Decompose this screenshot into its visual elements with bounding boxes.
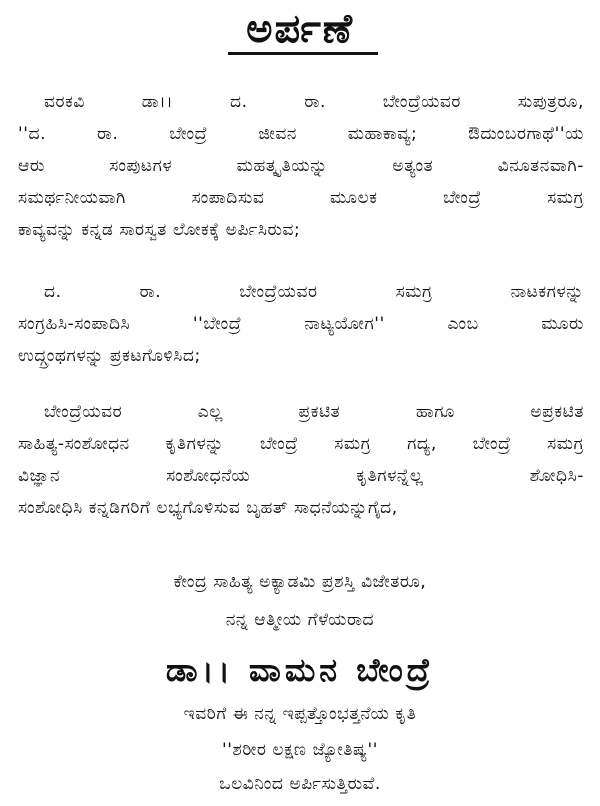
paragraph-line: ಆರು ಸಂಪುಟಗಳ ಮಹತ್ಕೃತಿಯನ್ನು ಅತ್ಯಂತ ವಿನೂತನವಾಗಿ- (18, 156, 584, 176)
paragraph-1 (18, 86, 584, 246)
paragraph-line: ವಿಜ್ಞಾನ ಸಂಶೋಧನೆಯ ಕೃತಿಗಳನ್ನೆಲ್ಲ ಶೋಧಿಸಿ- (18, 466, 584, 486)
dedicatee-name: ಡಾ।। ವಾಮನ ಬೇಂದ್ರೆ (165, 651, 435, 689)
title-underline (228, 52, 378, 55)
paragraph-3 (18, 396, 584, 524)
book-title: ''ಶರೀರ ಲಕ್ಷಣ ಜ್ಯೋತಿಷ್ಯ'' (221, 740, 379, 760)
paragraph-line: ಸಾಹಿತ್ಯ-ಸಂಶೋಧನ ಕೃತಿಗಳನ್ನು ಬೇಂದ್ರೆ ಸಮಗ್ರ ಗದ್ಯ, ಬೇಂದ್ರೆ ಸಮಗ್ರ (18, 434, 584, 454)
paragraph-line: ವರಕವಿ ಡಾ।। ದ. ರಾ. ಬೇಂದ್ರೆಯವರ ಸುಪುತ್ರರೂ, (44, 92, 584, 112)
closing-line-3: ಒಲವಿನಿಂದ ಅರ್ಪಿಸುತ್ತಿರುವೆ. (219, 774, 381, 794)
paragraph-line: ದ. ರಾ. ಬೇಂದ್ರೆಯವರ ಸಮಗ್ರ ನಾಟಕಗಳನ್ನು (44, 282, 584, 302)
paragraph-line: ಉದ್ಗ್ರಂಥಗಳನ್ನು ಪ್ರಕಟಗೊಳಿಸಿದ; (18, 346, 201, 366)
paragraph-line: ಸಂಶೋಧಿಸಿ ಕನ್ನಡಿಗರಿಗೆ ಲಭ್ಯಗೊಳಿಸುವ ಬೃಹತ್ ಸಾಧನೆಯನ್ನುಗೈದ, (18, 498, 398, 518)
paragraph-line: ಬೇಂದ್ರೆಯವರ ಎಲ್ಲ ಪ್ರಕಟಿತ ಹಾಗೂ ಅಪ್ರಕಟಿತ (44, 402, 584, 422)
paragraph-2 (18, 276, 584, 372)
award-line: ಕೇಂದ್ರ ಸಾಹಿತ್ಯ ಅಕ್ಯಾಡಮಿ ಪ್ರಶಸ್ತಿ ವಿಜೇತರೂ, (173, 572, 427, 592)
paragraph-line: ಸಮರ್ಥನೀಯವಾಗಿ ಸಂಪಾದಿಸುವ ಮೂಲಕ ಬೇಂದ್ರೆ ಸಮಗ್ರ (18, 188, 584, 208)
paragraph-line: ಕಾವ್ಯವನ್ನು ಕನ್ನಡ ಸಾರಸ್ವತ ಲೋಕಕ್ಕೆ ಅರ್ಪಿಸಿರುವ; (18, 220, 301, 240)
closing-line-1: ಇವರಿಗೆ ಈ ನನ್ನ ಇಪ್ಪತ್ತೊಂಭತ್ತನೆಯ ಕೃತಿ (183, 704, 417, 724)
friend-line: ನನ್ನ ಆತ್ಮೀಯ ಗೆಳೆಯರಾದ (225, 610, 375, 630)
paragraph-line: ''ದ. ರಾ. ಬೇಂದ್ರೆ ಜೀವನ ಮಹಾಕಾವ್ಯ; ಔದುಂಬರಗಾಥೆ''ಯ (18, 124, 584, 144)
paragraph-line: ಸಂಗ್ರಹಿಸಿ-ಸಂಪಾದಿಸಿ ''ಬೇಂದ್ರೆ ನಾಟ್ಯಯೋಗ'' ಎಂಬ ಮೂರು (18, 314, 584, 334)
page-title: ಅರ್ಪಣೆ (246, 6, 354, 52)
